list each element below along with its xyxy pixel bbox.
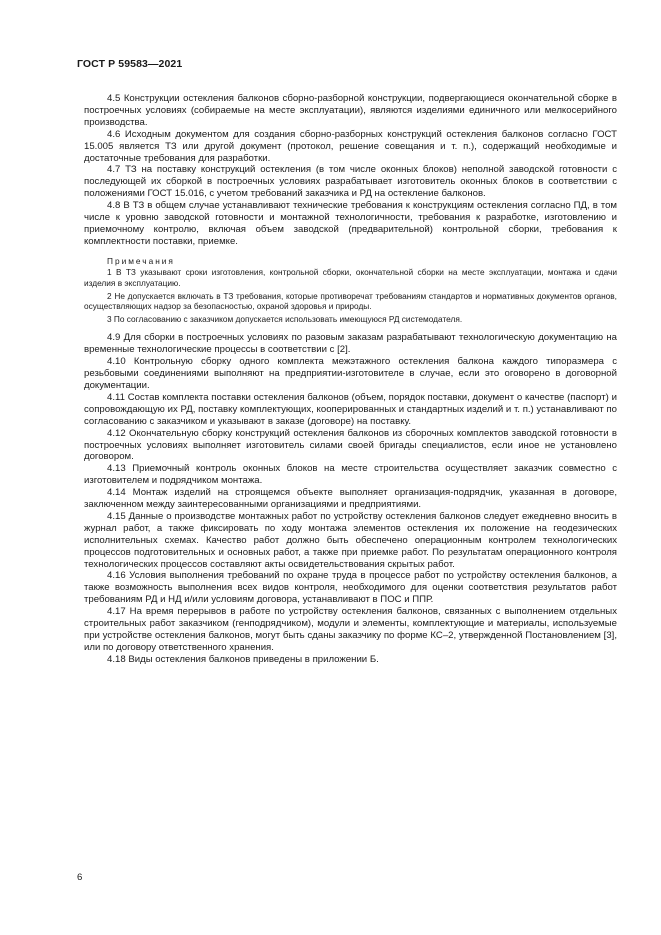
paragraph-4-15: 4.15 Данные о производстве монтажных работ по устройству остекления балконов следует ежедневно вносить в журнал работ, а также фиксировать по ходу монтажа элементов остекления их положение на геодезических исполнительных схемах. Качество работ должно быть обеспечено операционным контролем технологических процессов подготовительных и основных работ, а также при приемке работ. По результатам операционного контроля технологических процессов составляют акты освидетельствования скрытых работ. [84, 510, 617, 570]
notes-block [84, 256, 617, 325]
page-number: 6 [77, 872, 83, 883]
paragraph-4-10: 4.10 Контрольную сборку одного комплекта межэтажного остекления балкона каждого типоразмера с резьбовыми соединениями выполняют на предприятии-изготовителе в случае, если это оговорено в договорной документации. [84, 356, 617, 391]
paragraph-4-16: 4.16 Условия выполнения требований по охране труда в процессе работ по устройству остекления балконов, а также возможность выполнения всех видов контроля, необходимого для оценки соответствия результатов работ требованиям РД и НД и/или условиям договора, устанавливают в ПОС и ППР. [84, 570, 617, 606]
note-item-1: 1 В ТЗ указывают сроки изготовления, контрольной сборки, окончательной сборки на месте эксплуатации, монтажа и сдачи изделия в эксплуатацию. [84, 267, 617, 288]
paragraph-4-11: 4.11 Состав комплекта поставки остекления балконов (объем, порядок поставки, документ о качестве (паспорт) и сопровождающую их РД, поставку комплектующих, кооперированных и стандартных изделий и т. п.) устанавливают по согласованию с заказчиком и указывают в заказе (договоре) на поставку. [84, 391, 617, 427]
document-body [84, 93, 617, 666]
note-item-3: 3 По согласованию с заказчиком допускается использовать имеющуюся РД системодателя. [107, 313, 463, 324]
paragraph-4-9: 4.9 Для сборки в построечных условиях по разовым заказам разрабатывают технологическую документацию на временные технологические процессы в соответствии с [2]. [84, 332, 617, 356]
paragraph-4-6: 4.6 Исходным документом для создания сборно-разборных конструкций остекления балконов согласно ГОСТ 15.005 является ТЗ или другой документ (протокол, решение совещания и т. п.), содержащий необходимые и достаточные требования для разработки. [84, 128, 617, 164]
paragraph-4-7: 4.7 ТЗ на поставку конструкций остекления (в том числе оконных блоков) неполной заводской готовности с последующей их сборкой в построечных условиях разрабатывает изготовитель оконных блоков в соответствии с положениями ГОСТ 15.016, с учетом требований заказчика и РД на остекление балконов. [84, 164, 617, 200]
notes-title: Примечания [107, 255, 175, 266]
document-header: ГОСТ Р 59583—2021 [77, 58, 183, 70]
paragraph-4-8: 4.8 В ТЗ в общем случае устанавливают технические требования к конструкциям остекления согласно ПД, в том числе к уровню заводской готовности и монтажной технологичности, требования к разработке, изготовлению и приемочному контролю, включая объем заводской (предварительной) контрольной сборки, требования к комплектности поставки, приемке. [84, 200, 617, 247]
paragraph-4-5: 4.5 Конструкции остекления балконов сборно-разборной конструкции, подвергающиеся окончательной сборке в построечных условиях (собираемые на месте эксплуатации), являются изделиями единичного или мелкосерийного производства. [84, 93, 617, 128]
paragraph-4-12: 4.12 Окончательную сборку конструкций остекления балконов из сборочных комплектов заводской готовности в построечных условиях выполняет изготовитель силами своей бригады специалистов, если иное не установлено договором. [84, 427, 617, 463]
paragraph-4-18: 4.18 Виды остекления балконов приведены в приложении Б. [107, 653, 379, 665]
paragraph-4-13: 4.13 Приемочный контроль оконных блоков на месте строительства осуществляет заказчик совместно с изготовителем и подрядчиком монтажа. [84, 463, 617, 487]
note-item-2: 2 Не допускается включать в ТЗ требования, которые противоречат требованиям стандартов и нормативных документов органов, осуществляющих надзор за безопасностью, охраной здоровья и природы. [84, 290, 617, 312]
paragraph-4-14: 4.14 Монтаж изделий на строящемся объекте выполняет организация-подрядчик, указанная в договоре, заключенном между заинтересованными организациями и предприятиями. [84, 487, 617, 511]
paragraph-4-17: 4.17 На время перерывов в работе по устройству остекления балконов, связанных с выполнением отдельных строительных работ заказчиком (генподрядчиком), модули и элементы, комплектующие и материалы, используемые при устройстве остекления балконов, могут быть сданы заказчику по форме КС–2, утвержденной Постановлением [3], или по договору ответственного хранения. [84, 606, 617, 653]
